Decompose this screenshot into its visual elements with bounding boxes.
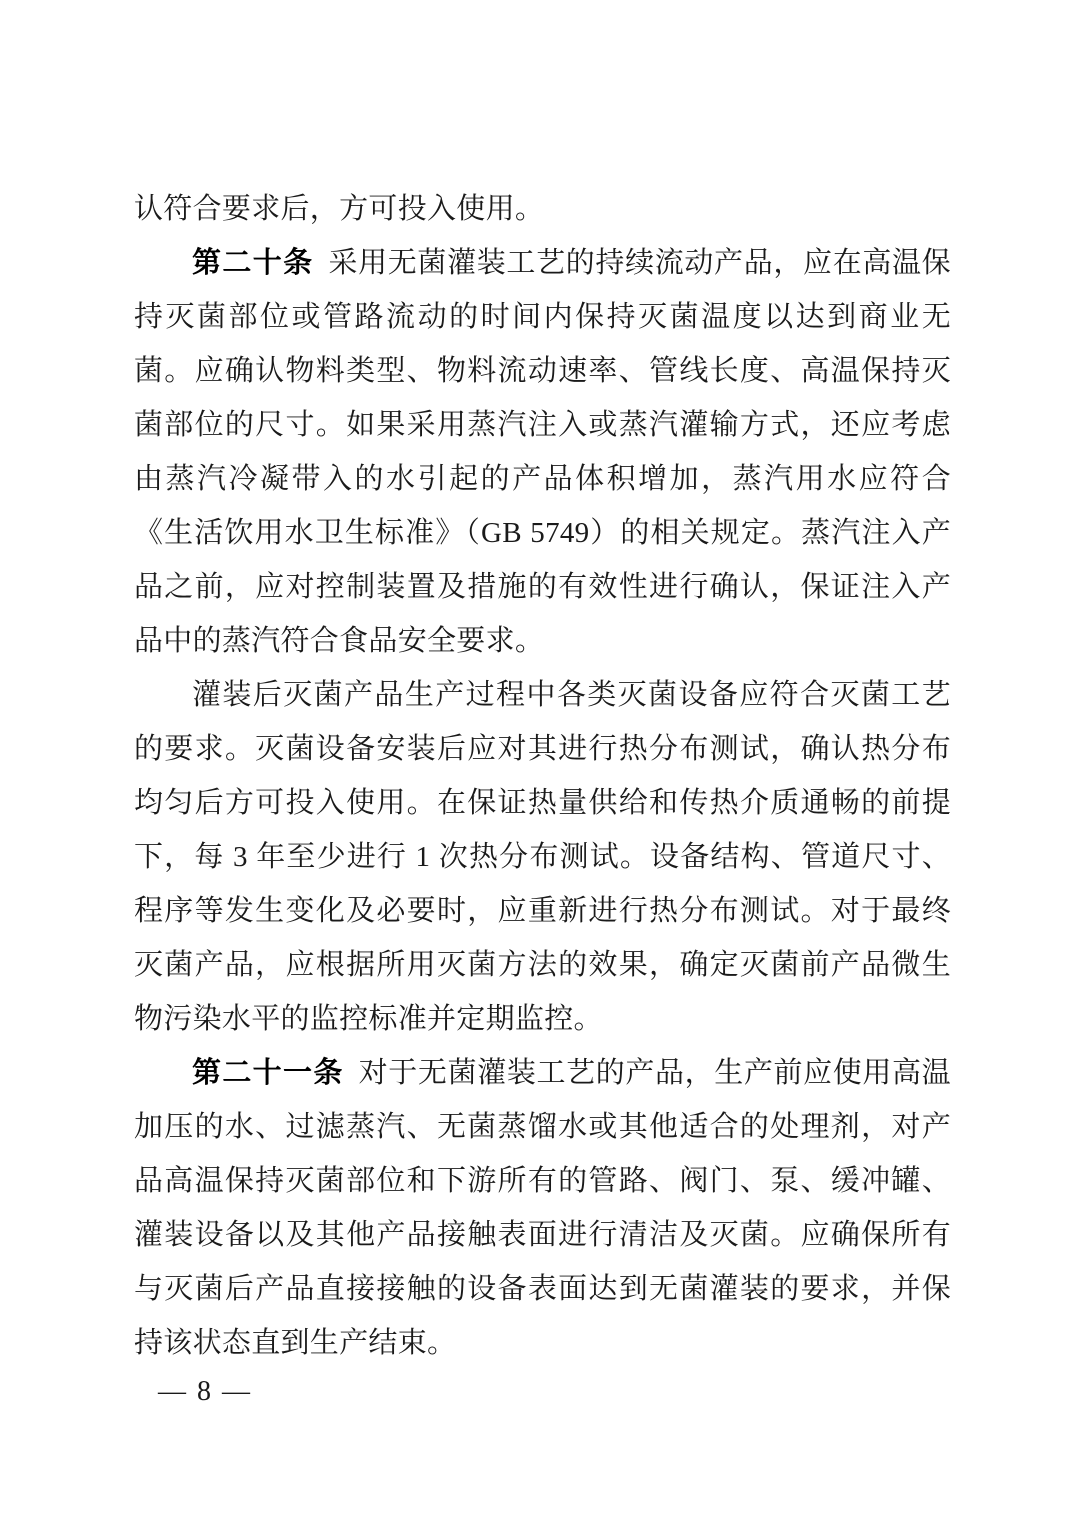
article-heading: 第二十条 [192, 247, 314, 279]
paragraph-continuation [134, 182, 951, 236]
paragraph-text: 对于无菌灌装工艺的产品，生产前应使用高温加压的水、过滤蒸汽、无菌蒸馏水或其他适合的处理剂，对产品高温保持灭菌部位和下游所有的管路、阀门、泵、缓冲罐、灌装设备以及其他产品接触表面进行清洁及灭菌。应确保所有与灭菌后产品直接接触的设备表面达到无菌灌装的要求，并保持该状态直到生产结束。 [134, 1057, 951, 1359]
paragraph-article-20 [134, 236, 951, 668]
paragraph-sterilization-equipment [134, 668, 951, 1046]
paragraph-text: 认符合要求后，方可投入使用。 [134, 193, 545, 225]
paragraph-text: 采用无菌灌装工艺的持续流动产品，应在高温保持灭菌部位或管路流动的时间内保持灭菌温度以达到商业无菌。应确认物料类型、物料流动速率、管线长度、高温保持灭菌部位的尺寸。如果采用蒸汽注入或蒸汽灌输方式，还应考虑由蒸汽冷凝带入的水引起的产品体积增加，蒸汽用水应符合《生活饮用水卫生标准》（GB 5749）的相关规定。蒸汽注入产品之前，应对控制装置及措施的有效性进行确认，保证注入产品中的蒸汽符合食品安全要求。 [134, 247, 951, 657]
document-body [134, 182, 951, 1370]
page-number: — 8 — [158, 1376, 252, 1407]
article-heading: 第二十一条 [192, 1057, 344, 1089]
paragraph-article-21 [134, 1046, 951, 1370]
paragraph-text: 灌装后灭菌产品生产过程中各类灭菌设备应符合灭菌工艺的要求。灭菌设备安装后应对其进行热分布测试，确认热分布均匀后方可投入使用。在保证热量供给和传热介质通畅的前提下，每 3 年至少进行 1 次热分布测试。设备结构、管道尺寸、程序等发生变化及必要时，应重新进行热分布测试。对于最终灭菌产品，应根据所用灭菌方法的效果，确定灭菌前产品微生物污染水平的监控标准并定期监控。 [134, 679, 951, 1035]
